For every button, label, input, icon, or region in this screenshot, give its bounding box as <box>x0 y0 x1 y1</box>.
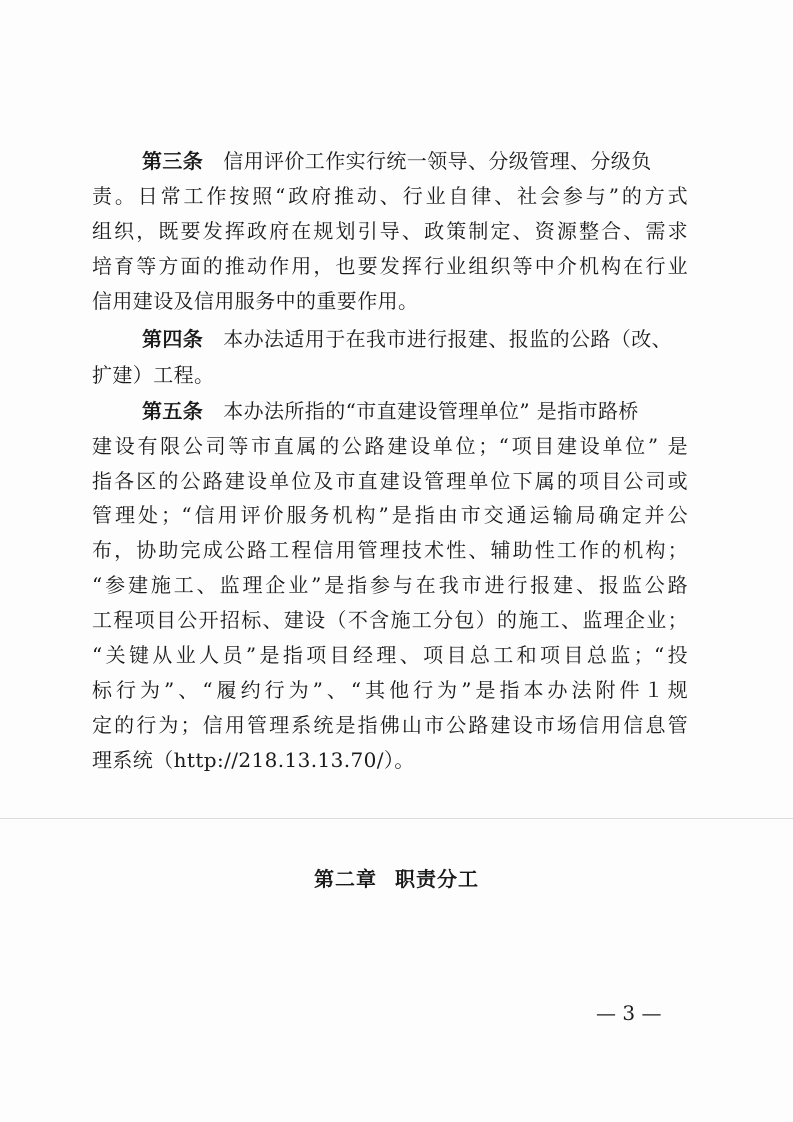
article-3-line-4: 培育等方面的推动作用，也要发挥行业组织等中介机构在行业 <box>92 254 688 278</box>
article-3-line-5: 信用建设及信用服务中的重要作用。 <box>92 289 419 313</box>
article-3-text: 信用评价工作实行统一领导、分级管理、分级负 <box>223 149 652 173</box>
article-5-line-7: 工程项目公开招标、建设（不含施工分包）的施工、监理企业； <box>92 608 688 632</box>
article-5-line-6: “参建施工、监理企业”是指参与在我市进行报建、报监公路 <box>92 573 688 597</box>
article-5-line-5: 布，协助完成公路工程信用管理技术性、辅助性工作的机构； <box>92 538 688 562</box>
article-4-line-2: 扩建）工程。 <box>92 363 215 387</box>
article-5-line-10: 定的行为；信用管理系统是指佛山市公路建设市场信用信息管 <box>92 713 688 737</box>
article-4-text: 本办法适用于在我市进行报建、报监的公路（改、 <box>223 327 673 351</box>
article-5-line-9: 标行为”、“履约行为”、“其他行为”是指本办法附件１规 <box>92 678 688 702</box>
article-3-line-1 <box>92 146 688 176</box>
article-5-text: 本办法所指的“市直建设管理单位” 是指市路桥 <box>223 399 639 423</box>
article-5-label: 第五条 <box>142 399 204 423</box>
chapter-heading <box>0 864 793 894</box>
article-5-line-8: “关键从业人员”是指项目经理、项目总工和项目总监；“投 <box>92 643 688 667</box>
chapter-title: 职责分工 <box>395 867 479 891</box>
article-5-line-1 <box>92 396 688 426</box>
article-5-line-11: 理系统（http://218.13.13.70/）。 <box>92 748 415 772</box>
chapter-number: 第二章 <box>314 867 377 891</box>
scan-artifact-line <box>0 818 793 819</box>
article-5-line-4: 管理处；“信用评价服务机构”是指由市交通运输局确定并公 <box>92 503 688 527</box>
article-4-line-1 <box>92 324 688 354</box>
page-number: — 3 — <box>596 1001 662 1025</box>
article-5-line-3: 指各区的公路建设单位及市直建设管理单位下属的项目公司或 <box>92 469 688 493</box>
article-3-line-3: 组织，既要发挥政府在规划引导、政策制定、资源整合、需求 <box>92 219 688 243</box>
article-3-line-2: 责。日常工作按照“政府推动、行业自律、社会参与”的方式 <box>92 184 688 208</box>
article-4-label: 第四条 <box>142 327 204 351</box>
article-5-line-2: 建设有限公司等市直属的公路建设单位；“项目建设单位” 是 <box>92 434 688 458</box>
article-3-label: 第三条 <box>142 149 204 173</box>
